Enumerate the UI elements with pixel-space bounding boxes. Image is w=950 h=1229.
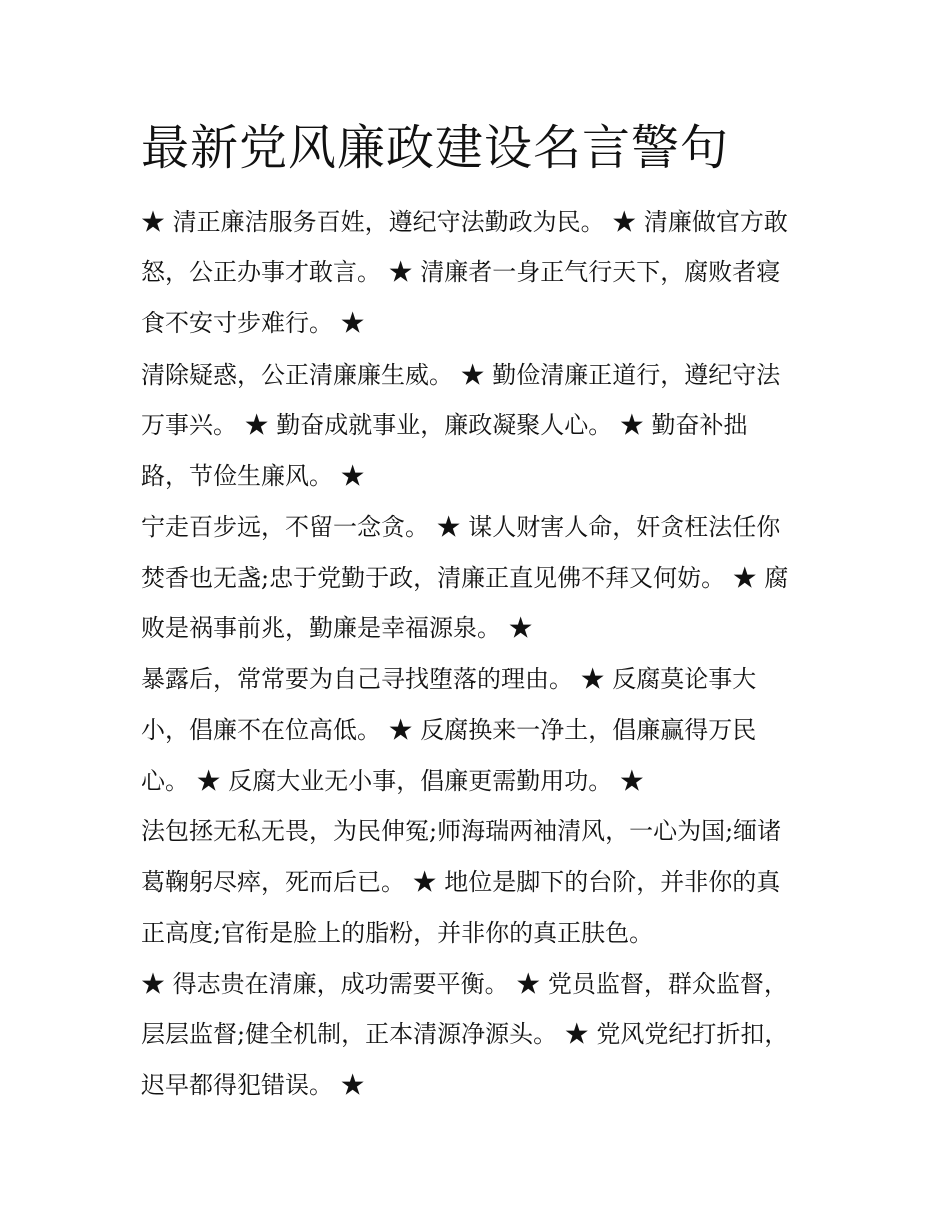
document-title: 最新党风廉政建设名言警句 xyxy=(141,120,730,176)
text-line: 暴露后，常常要为自己寻找堕落的理由。 ★ 反腐莫论事大 xyxy=(141,665,757,693)
text-line: ★ 清正廉洁服务百姓，遵纪守法勤政为民。 ★ 清廉做官方敢 xyxy=(141,208,788,236)
text-line: 宁走百步远，不留一念贪。 ★ 谋人财害人命，奸贪枉法任你 xyxy=(141,513,781,541)
text-line: 小，倡廉不在位高低。 ★ 反腐换来一净土，倡廉赢得万民 xyxy=(141,716,757,744)
text-line: 层层监督;健全机制，正本清源净源头。 ★ 党风党纪打折扣， xyxy=(141,1020,789,1048)
text-line: 败是祸事前兆，勤廉是幸福源泉。 ★ xyxy=(141,614,533,642)
text-line: 清除疑惑，公正清廉廉生威。 ★ 勤俭清廉正道行，遵纪守法 xyxy=(141,361,781,389)
text-line: 正高度;官衔是脸上的脂粉，并非你的真正肤色。 xyxy=(141,919,654,947)
text-line: ★ 得志贵在清廉，成功需要平衡。 ★ 党员监督，群众监督， xyxy=(141,970,788,998)
text-line: 万事兴。 ★ 勤奋成就事业，廉政凝聚人心。 ★ 勤奋补拙 xyxy=(141,411,748,439)
text-line: 焚香也无盏;忠于党勤于政，清廉正直见佛不拜又何妨。 ★ 腐 xyxy=(141,564,789,592)
text-line: 葛鞠躬尽瘁，死而后已。 ★ 地位是脚下的台阶，并非你的真 xyxy=(141,868,781,896)
text-line: 法包拯无私无畏，为民伸冤;师海瑞两袖清风，一心为国;缅诸 xyxy=(141,817,782,845)
text-line: 迟早都得犯错误。 ★ xyxy=(141,1071,365,1099)
text-line: 怒，公正办事才敢言。 ★ 清廉者一身正气行天下，腐败者寝 xyxy=(141,258,781,286)
text-line: 食不安寸步难行。 ★ xyxy=(141,309,365,337)
text-line: 心。 ★ 反腐大业无小事，倡廉更需勤用功。 ★ xyxy=(141,767,644,795)
text-line: 路，节俭生廉风。 ★ xyxy=(141,462,365,490)
